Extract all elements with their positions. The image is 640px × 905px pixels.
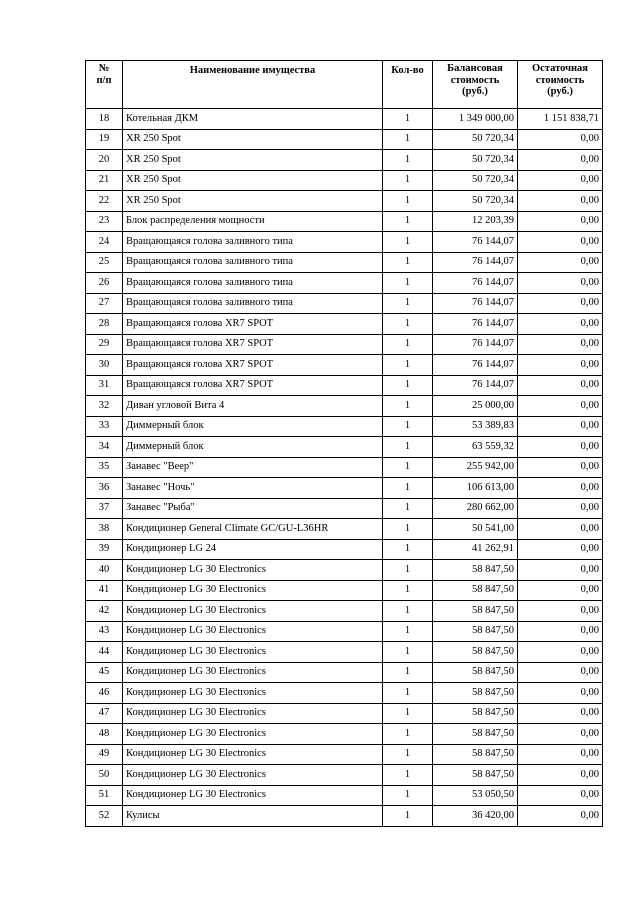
cell-name: Вращающаяся голова заливного типа <box>123 273 383 294</box>
header-number <box>86 61 123 109</box>
cell-residual-value: 0,00 <box>518 170 603 191</box>
cell-residual-value: 0,00 <box>518 621 603 642</box>
cell-number: 23 <box>86 211 123 232</box>
cell-residual-value: 0,00 <box>518 150 603 171</box>
cell-balance-value: 76 144,07 <box>433 375 518 396</box>
cell-name: Диммерный блок <box>123 437 383 458</box>
table-row <box>86 396 603 417</box>
cell-residual-value: 0,00 <box>518 662 603 683</box>
cell-residual-value: 0,00 <box>518 457 603 478</box>
cell-balance-value: 255 942,00 <box>433 457 518 478</box>
cell-balance-value: 76 144,07 <box>433 293 518 314</box>
cell-number: 47 <box>86 703 123 724</box>
cell-residual-value: 1 151 838,71 <box>518 109 603 130</box>
header-quantity: Кол-во <box>383 61 433 109</box>
cell-residual-value: 0,00 <box>518 375 603 396</box>
header-balance-line-3: (руб.) <box>462 86 488 97</box>
cell-balance-value: 50 541,00 <box>433 519 518 540</box>
cell-residual-value: 0,00 <box>518 703 603 724</box>
cell-residual-value: 0,00 <box>518 252 603 273</box>
cell-balance-value: 58 847,50 <box>433 642 518 663</box>
cell-quantity: 1 <box>383 334 433 355</box>
cell-name: XR 250 Spot <box>123 191 383 212</box>
cell-quantity: 1 <box>383 109 433 130</box>
cell-name: Занавес "Ночь" <box>123 478 383 499</box>
cell-balance-value: 58 847,50 <box>433 683 518 704</box>
cell-name: Кондиционер LG 30 Electronics <box>123 642 383 663</box>
table-row <box>86 662 603 683</box>
cell-residual-value: 0,00 <box>518 498 603 519</box>
cell-balance-value: 50 720,34 <box>433 191 518 212</box>
header-residual-line-2: стоимость <box>535 74 585 86</box>
cell-number: 35 <box>86 457 123 478</box>
cell-quantity: 1 <box>383 355 433 376</box>
table-row <box>86 334 603 355</box>
table-row <box>86 478 603 499</box>
table-row <box>86 314 603 335</box>
cell-balance-value: 53 389,83 <box>433 416 518 437</box>
cell-quantity: 1 <box>383 724 433 745</box>
cell-name: XR 250 Spot <box>123 129 383 150</box>
table-row <box>86 129 603 150</box>
cell-quantity: 1 <box>383 191 433 212</box>
cell-balance-value: 58 847,50 <box>433 724 518 745</box>
cell-quantity: 1 <box>383 273 433 294</box>
cell-residual-value: 0,00 <box>518 129 603 150</box>
cell-residual-value: 0,00 <box>518 293 603 314</box>
cell-balance-value: 58 847,50 <box>433 601 518 622</box>
table-row <box>86 642 603 663</box>
cell-quantity: 1 <box>383 662 433 683</box>
cell-quantity: 1 <box>383 150 433 171</box>
cell-name: Вращающаяся голова заливного типа <box>123 293 383 314</box>
cell-number: 18 <box>86 109 123 130</box>
cell-balance-value: 12 203,39 <box>433 211 518 232</box>
table-row <box>86 683 603 704</box>
cell-balance-value: 53 050,50 <box>433 785 518 806</box>
cell-quantity: 1 <box>383 293 433 314</box>
table-row <box>86 457 603 478</box>
cell-quantity: 1 <box>383 519 433 540</box>
table-row <box>86 744 603 765</box>
cell-residual-value: 0,00 <box>518 232 603 253</box>
cell-balance-value: 106 613,00 <box>433 478 518 499</box>
cell-quantity: 1 <box>383 703 433 724</box>
cell-number: 39 <box>86 539 123 560</box>
cell-number: 45 <box>86 662 123 683</box>
table-header <box>86 61 603 109</box>
cell-number: 34 <box>86 437 123 458</box>
cell-name: Кондиционер LG 30 Electronics <box>123 785 383 806</box>
cell-name: Кондиционер LG 30 Electronics <box>123 703 383 724</box>
cell-residual-value: 0,00 <box>518 519 603 540</box>
cell-name: XR 250 Spot <box>123 150 383 171</box>
cell-residual-value: 0,00 <box>518 355 603 376</box>
cell-number: 46 <box>86 683 123 704</box>
cell-number: 32 <box>86 396 123 417</box>
cell-name: Кондиционер LG 30 Electronics <box>123 560 383 581</box>
cell-residual-value: 0,00 <box>518 601 603 622</box>
cell-quantity: 1 <box>383 785 433 806</box>
header-residual-value <box>518 61 603 109</box>
property-table <box>85 60 603 827</box>
cell-residual-value: 0,00 <box>518 560 603 581</box>
cell-name: Диван угловой Вита 4 <box>123 396 383 417</box>
cell-quantity: 1 <box>383 457 433 478</box>
cell-quantity: 1 <box>383 314 433 335</box>
table-row <box>86 765 603 786</box>
cell-balance-value: 76 144,07 <box>433 273 518 294</box>
cell-residual-value: 0,00 <box>518 191 603 212</box>
cell-residual-value: 0,00 <box>518 334 603 355</box>
cell-number: 31 <box>86 375 123 396</box>
cell-residual-value: 0,00 <box>518 683 603 704</box>
cell-balance-value: 50 720,34 <box>433 150 518 171</box>
cell-number: 49 <box>86 744 123 765</box>
cell-balance-value: 58 847,50 <box>433 765 518 786</box>
cell-quantity: 1 <box>383 437 433 458</box>
table-row <box>86 437 603 458</box>
cell-residual-value: 0,00 <box>518 765 603 786</box>
cell-balance-value: 1 349 000,00 <box>433 109 518 130</box>
table-row <box>86 170 603 191</box>
table-row <box>86 519 603 540</box>
table-body <box>86 109 603 827</box>
cell-balance-value: 50 720,34 <box>433 129 518 150</box>
cell-residual-value: 0,00 <box>518 744 603 765</box>
cell-quantity: 1 <box>383 211 433 232</box>
table-row <box>86 806 603 827</box>
table-row <box>86 211 603 232</box>
cell-name: Кондиционер LG 30 Electronics <box>123 765 383 786</box>
cell-balance-value: 58 847,50 <box>433 580 518 601</box>
table-row <box>86 724 603 745</box>
cell-residual-value: 0,00 <box>518 785 603 806</box>
cell-quantity: 1 <box>383 601 433 622</box>
cell-quantity: 1 <box>383 765 433 786</box>
table-row <box>86 293 603 314</box>
table-row <box>86 150 603 171</box>
cell-number: 30 <box>86 355 123 376</box>
cell-balance-value: 58 847,50 <box>433 560 518 581</box>
cell-number: 29 <box>86 334 123 355</box>
cell-residual-value: 0,00 <box>518 806 603 827</box>
cell-number: 51 <box>86 785 123 806</box>
cell-quantity: 1 <box>383 252 433 273</box>
header-number-line-2: п/п <box>96 74 112 86</box>
cell-balance-value: 58 847,50 <box>433 744 518 765</box>
document-page <box>85 60 602 827</box>
cell-name: Кондиционер LG 30 Electronics <box>123 744 383 765</box>
cell-name: Котельная ДКМ <box>123 109 383 130</box>
table-row <box>86 621 603 642</box>
cell-name: Вращающаяся голова XR7 SPOT <box>123 355 383 376</box>
header-balance-line-2: стоимость <box>450 74 500 86</box>
cell-balance-value: 76 144,07 <box>433 355 518 376</box>
cell-quantity: 1 <box>383 170 433 191</box>
cell-balance-value: 36 420,00 <box>433 806 518 827</box>
cell-number: 52 <box>86 806 123 827</box>
cell-name: Вращающаяся голова заливного типа <box>123 232 383 253</box>
cell-name: Кондиционер LG 30 Electronics <box>123 662 383 683</box>
table-row <box>86 355 603 376</box>
table-row <box>86 416 603 437</box>
cell-residual-value: 0,00 <box>518 724 603 745</box>
cell-quantity: 1 <box>383 744 433 765</box>
table-row <box>86 109 603 130</box>
cell-number: 36 <box>86 478 123 499</box>
header-number-line-1: № <box>98 63 110 74</box>
cell-name: Вращающаяся голова XR7 SPOT <box>123 314 383 335</box>
cell-quantity: 1 <box>383 580 433 601</box>
cell-residual-value: 0,00 <box>518 396 603 417</box>
cell-residual-value: 0,00 <box>518 273 603 294</box>
cell-quantity: 1 <box>383 539 433 560</box>
cell-name: Кондиционер LG 30 Electronics <box>123 601 383 622</box>
table-row <box>86 785 603 806</box>
cell-balance-value: 76 144,07 <box>433 252 518 273</box>
cell-name: Блок распределения мощности <box>123 211 383 232</box>
cell-quantity: 1 <box>383 396 433 417</box>
cell-quantity: 1 <box>383 621 433 642</box>
table-row <box>86 252 603 273</box>
cell-balance-value: 50 720,34 <box>433 170 518 191</box>
cell-residual-value: 0,00 <box>518 437 603 458</box>
cell-number: 48 <box>86 724 123 745</box>
cell-name: XR 250 Spot <box>123 170 383 191</box>
cell-number: 19 <box>86 129 123 150</box>
table-row <box>86 703 603 724</box>
cell-quantity: 1 <box>383 416 433 437</box>
cell-quantity: 1 <box>383 806 433 827</box>
cell-quantity: 1 <box>383 232 433 253</box>
cell-name: Вращающаяся голова XR7 SPOT <box>123 375 383 396</box>
cell-number: 20 <box>86 150 123 171</box>
cell-number: 25 <box>86 252 123 273</box>
cell-balance-value: 58 847,50 <box>433 621 518 642</box>
cell-number: 43 <box>86 621 123 642</box>
cell-quantity: 1 <box>383 478 433 499</box>
cell-balance-value: 58 847,50 <box>433 662 518 683</box>
cell-number: 21 <box>86 170 123 191</box>
table-row <box>86 580 603 601</box>
cell-number: 28 <box>86 314 123 335</box>
header-balance-value <box>433 61 518 109</box>
cell-balance-value: 41 262,91 <box>433 539 518 560</box>
cell-balance-value: 280 662,00 <box>433 498 518 519</box>
cell-balance-value: 76 144,07 <box>433 314 518 335</box>
cell-name: Занавес "Веер" <box>123 457 383 478</box>
cell-quantity: 1 <box>383 642 433 663</box>
cell-balance-value: 76 144,07 <box>433 334 518 355</box>
cell-name: Кондиционер General Climate GC/GU-L36HR <box>123 519 383 540</box>
cell-residual-value: 0,00 <box>518 416 603 437</box>
cell-balance-value: 58 847,50 <box>433 703 518 724</box>
cell-residual-value: 0,00 <box>518 539 603 560</box>
cell-number: 41 <box>86 580 123 601</box>
table-row <box>86 539 603 560</box>
cell-number: 26 <box>86 273 123 294</box>
cell-quantity: 1 <box>383 683 433 704</box>
cell-number: 22 <box>86 191 123 212</box>
table-row <box>86 560 603 581</box>
cell-name: Диммерный блок <box>123 416 383 437</box>
cell-number: 38 <box>86 519 123 540</box>
table-row <box>86 375 603 396</box>
cell-number: 24 <box>86 232 123 253</box>
cell-name: Кулисы <box>123 806 383 827</box>
cell-residual-value: 0,00 <box>518 211 603 232</box>
table-row <box>86 498 603 519</box>
header-balance-line-1: Балансовая <box>447 63 503 74</box>
cell-quantity: 1 <box>383 375 433 396</box>
cell-name: Кондиционер LG 30 Electronics <box>123 580 383 601</box>
cell-residual-value: 0,00 <box>518 580 603 601</box>
cell-balance-value: 25 000,00 <box>433 396 518 417</box>
cell-number: 40 <box>86 560 123 581</box>
cell-number: 50 <box>86 765 123 786</box>
cell-balance-value: 76 144,07 <box>433 232 518 253</box>
cell-name: Кондиционер LG 24 <box>123 539 383 560</box>
cell-name: Кондиционер LG 30 Electronics <box>123 683 383 704</box>
header-name: Наименование имущества <box>123 61 383 109</box>
cell-quantity: 1 <box>383 498 433 519</box>
cell-name: Занавес "Рыба" <box>123 498 383 519</box>
header-residual-line-3: (руб.) <box>547 86 573 97</box>
table-row <box>86 601 603 622</box>
cell-name: Кондиционер LG 30 Electronics <box>123 724 383 745</box>
cell-number: 33 <box>86 416 123 437</box>
table-row <box>86 232 603 253</box>
cell-quantity: 1 <box>383 560 433 581</box>
cell-number: 44 <box>86 642 123 663</box>
cell-name: Кондиционер LG 30 Electronics <box>123 621 383 642</box>
header-residual-line-1: Остаточная <box>532 63 588 74</box>
cell-number: 42 <box>86 601 123 622</box>
cell-name: Вращающаяся голова XR7 SPOT <box>123 334 383 355</box>
cell-residual-value: 0,00 <box>518 478 603 499</box>
table-row <box>86 273 603 294</box>
cell-balance-value: 63 559,32 <box>433 437 518 458</box>
cell-residual-value: 0,00 <box>518 642 603 663</box>
cell-number: 37 <box>86 498 123 519</box>
cell-residual-value: 0,00 <box>518 314 603 335</box>
table-row <box>86 191 603 212</box>
cell-name: Вращающаяся голова заливного типа <box>123 252 383 273</box>
cell-quantity: 1 <box>383 129 433 150</box>
cell-number: 27 <box>86 293 123 314</box>
